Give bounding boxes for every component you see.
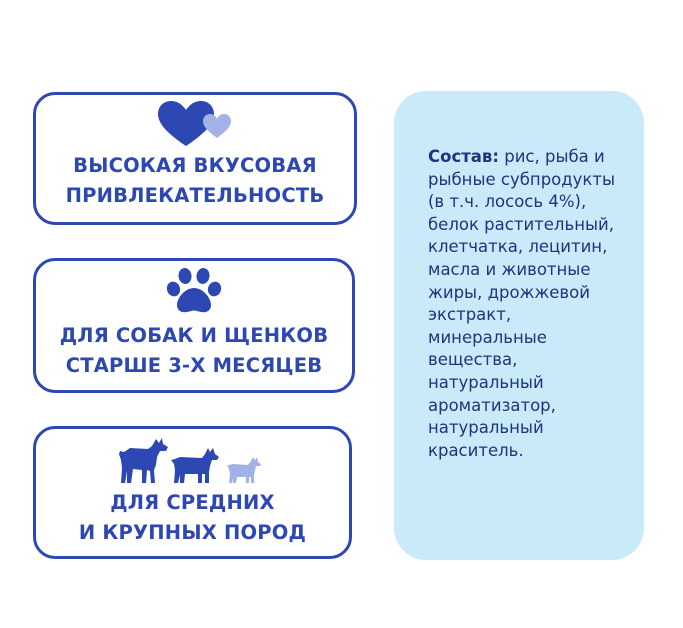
paw-icon — [166, 268, 222, 314]
composition-body: рис, рыба и рыбные субпродукты (в т.ч. лосось 4%), белок растительный, клетчатка, лецитин, масла и животные жиры, дрожжевой экстракт, минеральные вещества, натуральный ароматизатор, натуральный краситель. — [428, 147, 616, 460]
small-dog-icon — [227, 457, 261, 483]
small-heart-icon — [203, 114, 231, 138]
feature-title — [66, 151, 325, 211]
feature-title-line-2: И КРУПНЫХ ПОРОД — [78, 520, 307, 544]
feature-title-line-1: ДЛЯ СОБАК И ЩЕНКОВ — [59, 324, 329, 347]
large-dog-icon — [119, 438, 168, 483]
hearts-icon — [156, 100, 234, 148]
feature-title — [79, 488, 306, 548]
feature-card-age — [33, 258, 355, 393]
feature-title-line-2: ПРИВЛЕКАТЕЛЬНОСТЬ — [65, 184, 325, 207]
composition-label: Состав: — [428, 147, 499, 166]
feature-card-palatability — [33, 92, 357, 225]
feature-title-line-1: ВЫСОКАЯ ВКУСОВАЯ — [73, 154, 317, 177]
composition-text — [428, 146, 630, 462]
feature-title-line-1: ДЛЯ СРЕДНИХ — [110, 490, 275, 514]
feature-title — [60, 321, 329, 381]
medium-dog-icon — [171, 448, 219, 483]
feature-card-breed-size — [33, 426, 352, 559]
composition-panel — [394, 91, 644, 560]
dogs-icon — [118, 438, 268, 484]
feature-title-line-2: СТАРШЕ 3-Х МЕСЯЦЕВ — [65, 354, 323, 377]
